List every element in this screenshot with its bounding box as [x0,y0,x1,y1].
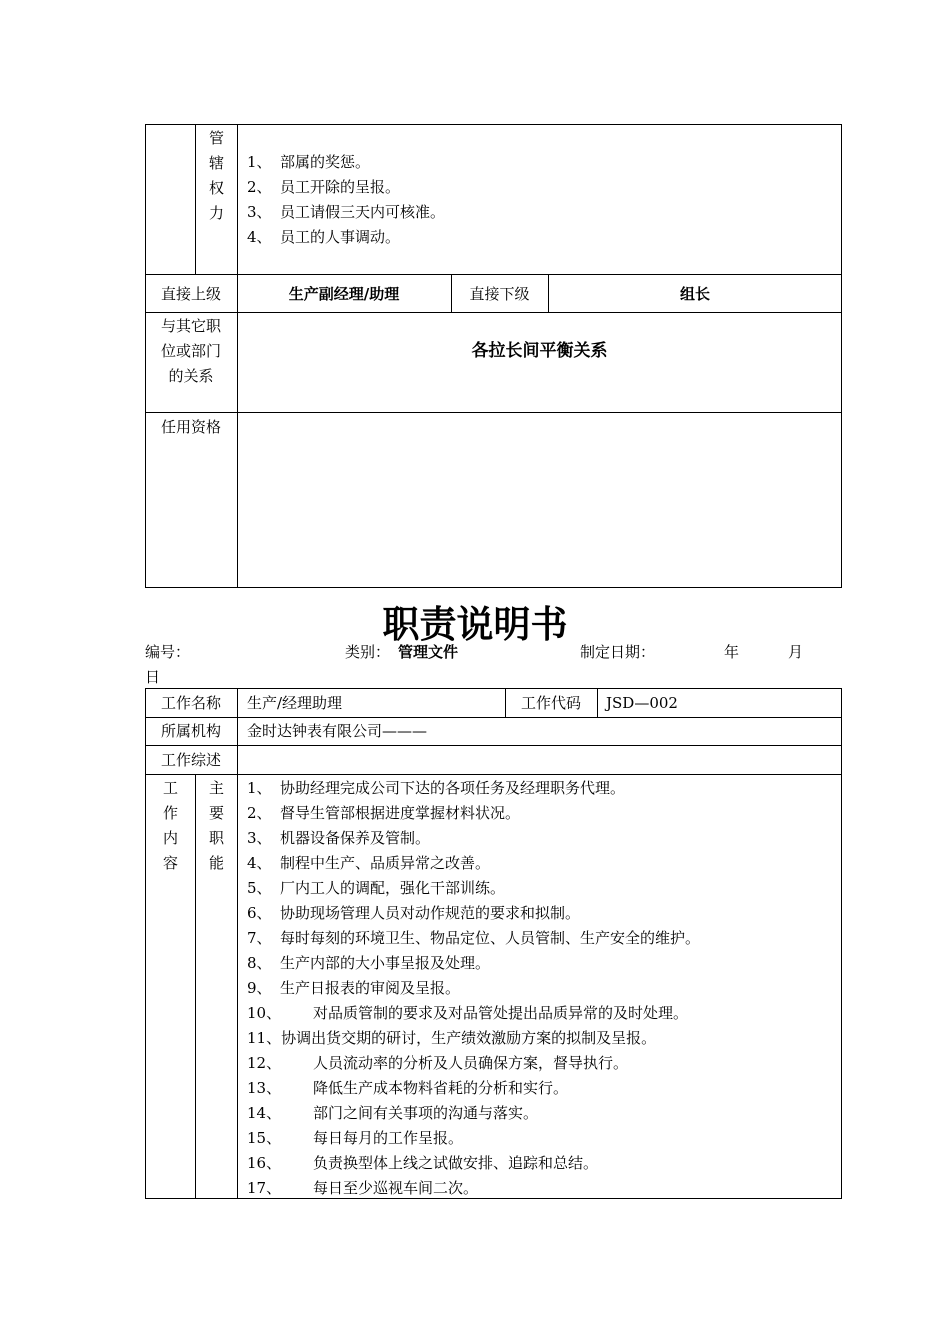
item-text: 机器设备保养及管制。 [280,829,431,847]
superior-value: 生产副经理/助理 [288,285,400,303]
list-item [247,1126,700,1151]
list-item [247,776,700,801]
list-item [247,1051,700,1076]
summary-label: 工作综述 [160,751,221,769]
year-label: 年 [724,643,740,661]
main-duties-char: 主 [208,779,224,797]
organization-label: 所属机构 [160,722,221,740]
authority-label-char: 管 [208,129,224,147]
work-content-char: 内 [162,829,178,847]
main-duties-char: 要 [208,804,224,822]
item-number: 1、 [247,779,272,797]
job-name-value: 生产/经理助理 [247,694,343,712]
item-number: 12、 [247,1054,282,1072]
relations-value: 各拉长间平衡关系 [471,341,608,361]
superior-label: 直接上级 [160,285,221,303]
list-item [247,926,700,951]
list-item [247,1101,700,1126]
item-text: 降低生产成本物料省耗的分析和实行。 [313,1079,569,1097]
item-number: 2、 [247,178,272,196]
item-text: 协调出货交期的研讨，生产绩效激励方案的拟制及呈报。 [281,1029,657,1047]
work-content-char: 作 [162,804,178,822]
authority-label-char: 力 [208,204,224,222]
qualification-label: 任用资格 [160,418,221,436]
relations-label-line: 与其它职 [160,317,221,335]
day-label: 日 [145,668,161,686]
relations-label-line: 位或部门 [160,342,221,360]
subordinate-value: 组长 [679,285,710,303]
category-value: 管理文件 [398,643,459,661]
list-item [247,150,445,175]
duties-list [247,776,700,1201]
list-item [247,901,700,926]
item-number: 4、 [247,854,272,872]
list-item [247,1151,700,1176]
authority-label-char: 权 [208,179,224,197]
item-number: 4、 [247,228,272,246]
list-item [247,826,700,851]
list-item [247,851,700,876]
item-number: 9、 [247,979,272,997]
organization-value: 金时达钟表有限公司——— [247,722,428,740]
job-name-label: 工作名称 [160,694,221,712]
authority-label [196,126,237,226]
job-code-value: JSD—002 [606,694,678,712]
item-number: 16、 [247,1154,282,1172]
item-text: 负责换型体上线之试做安排、追踪和总结。 [313,1154,599,1172]
number-label: 编号： [145,643,191,661]
item-number: 8、 [247,954,272,972]
subordinate-label: 直接下级 [469,285,530,303]
work-content-char: 工 [162,779,178,797]
list-item [247,200,445,225]
item-number: 15、 [247,1129,282,1147]
item-number: 1、 [247,153,272,171]
work-content-char: 容 [162,854,178,872]
item-text: 员工开除的呈报。 [280,178,401,196]
category-label: 类别： [345,643,391,661]
item-text: 生产日报表的审阅及呈报。 [280,979,461,997]
list-item [247,876,700,901]
item-text: 员工的人事调动。 [280,228,401,246]
list-item [247,225,445,250]
item-number: 13、 [247,1079,282,1097]
item-number: 11、 [247,1029,282,1047]
item-number: 10、 [247,1004,282,1022]
item-text: 部门之间有关事项的沟通与落实。 [313,1104,539,1122]
item-number: 6、 [247,904,272,922]
authority-label-char: 辖 [208,154,224,172]
main-duties-char: 能 [208,854,224,872]
item-text: 对品质管制的要求及对品管处提出品质异常的及时处理。 [313,1004,689,1022]
main-duties-label [196,776,237,876]
item-text: 人员流动率的分析及人员确保方案，督导执行。 [313,1054,629,1072]
item-text: 协助现场管理人员对动作规范的要求和拟制。 [280,904,581,922]
relations-label [145,314,237,389]
job-code-label: 工作代码 [520,694,581,712]
item-text: 厂内工人的调配，强化干部训练。 [280,879,506,897]
item-text: 部属的奖惩。 [280,153,371,171]
document-title: 职责说明书 [382,603,568,646]
item-number: 2、 [247,804,272,822]
date-label: 制定日期： [580,643,656,661]
item-text: 每日每月的工作呈报。 [313,1129,464,1147]
item-text: 员工请假三天内可核准。 [280,203,446,221]
list-item [247,1076,700,1101]
work-content-label [146,776,195,876]
item-text: 每日至少巡视车间二次。 [313,1179,479,1197]
list-item [247,1026,700,1051]
item-text: 每时每刻的环境卫生、物品定位、人员管制、生产安全的维护。 [280,929,701,947]
item-text: 协助经理完成公司下达的各项任务及经理职务代理。 [280,779,626,797]
main-duties-char: 职 [208,829,224,847]
item-text: 制程中生产、品质异常之改善。 [280,854,491,872]
item-number: 3、 [247,829,272,847]
item-text: 督导生管部根据进度掌握材料状况。 [280,804,521,822]
item-number: 7、 [247,929,272,947]
list-item [247,1001,700,1026]
item-number: 5、 [247,879,272,897]
list-item [247,175,445,200]
item-number: 17、 [247,1179,282,1197]
list-item [247,976,700,1001]
authority-list [247,150,445,250]
item-text: 生产内部的大小事呈报及处理。 [280,954,491,972]
item-number: 3、 [247,203,272,221]
list-item [247,1176,700,1201]
list-item [247,801,700,826]
relations-label-line: 的关系 [168,367,214,385]
item-number: 14、 [247,1104,282,1122]
month-label: 月 [788,643,804,661]
list-item [247,951,700,976]
